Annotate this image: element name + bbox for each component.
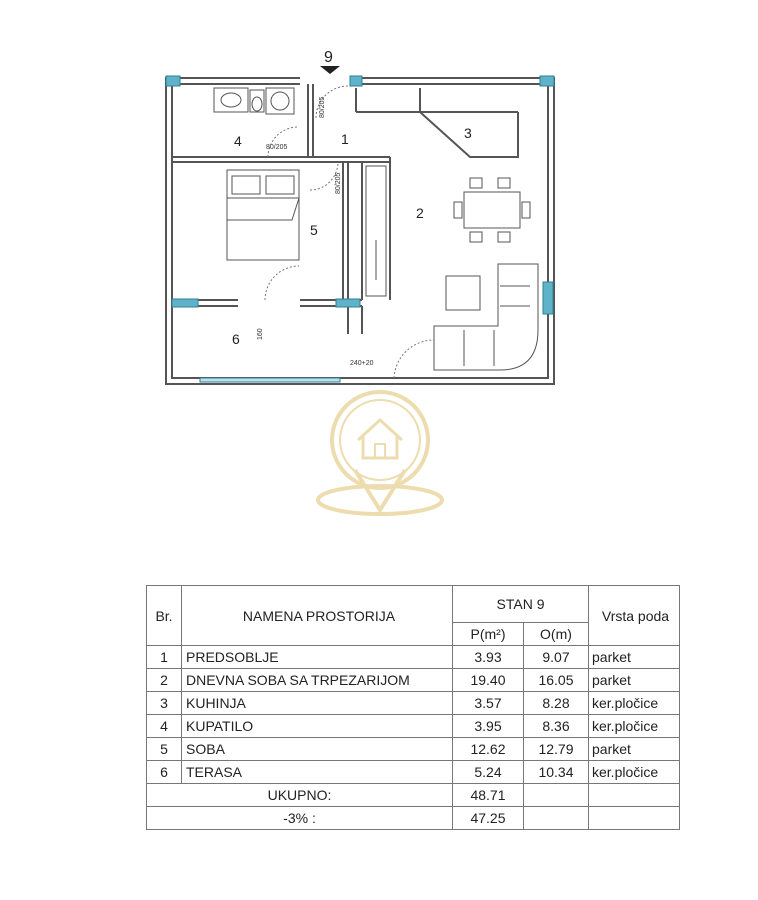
- room-floor: parket: [589, 669, 680, 692]
- room-name: KUHINJA: [182, 692, 453, 715]
- room-number-4: 4: [234, 133, 242, 149]
- room-name: PREDSOBLJE: [182, 646, 453, 669]
- header-perimeter: O(m): [524, 623, 589, 646]
- room-perimeter: 8.28: [524, 692, 589, 715]
- room-area: 3.95: [453, 715, 524, 738]
- unit-entry-marker: [320, 66, 340, 74]
- reduced-row: [147, 807, 680, 830]
- header-unit: STAN 9: [453, 586, 589, 623]
- room-floor: ker.pločice: [589, 692, 680, 715]
- dim-label: 240+20: [350, 360, 374, 367]
- room-area-table: [146, 585, 680, 830]
- room-area: 3.93: [453, 646, 524, 669]
- total-value: 48.71: [453, 784, 524, 807]
- windows: [166, 76, 554, 382]
- table-row: [147, 646, 680, 669]
- room-number-1: 1: [341, 131, 349, 147]
- room-floor: ker.pločice: [589, 761, 680, 784]
- header-room-purpose: NAMENA PROSTORIJA: [182, 586, 453, 646]
- room-number-3: 3: [464, 125, 472, 141]
- row-number: 3: [147, 692, 182, 715]
- room-perimeter: 9.07: [524, 646, 589, 669]
- room-area: 19.40: [453, 669, 524, 692]
- row-number: 2: [147, 669, 182, 692]
- row-number: 6: [147, 761, 182, 784]
- coffee-table: [446, 276, 480, 310]
- dim-label: 80/205: [266, 144, 288, 151]
- dim-label: 80/205: [335, 172, 342, 194]
- header-floor-type: Vrsta poda: [589, 586, 680, 646]
- bathroom-fixtures: [214, 88, 294, 114]
- row-number: 5: [147, 738, 182, 761]
- reduced-value: 47.25: [453, 807, 524, 830]
- header-area: P(m²): [453, 623, 524, 646]
- room-name: TERASA: [182, 761, 453, 784]
- room-floor: parket: [589, 738, 680, 761]
- row-number: 1: [147, 646, 182, 669]
- dim-label: 80/205: [319, 96, 326, 118]
- room-number-2: 2: [416, 205, 424, 221]
- table-row: [147, 715, 680, 738]
- room-name: DNEVNA SOBA SA TRPEZARIJOM: [182, 669, 453, 692]
- doors: [265, 86, 434, 378]
- wardrobe: [366, 166, 386, 296]
- watermark-logo: [318, 392, 442, 514]
- table-row: [147, 692, 680, 715]
- room-perimeter: 12.79: [524, 738, 589, 761]
- room-area: 3.57: [453, 692, 524, 715]
- dining-table: [454, 178, 530, 242]
- room-number-5: 5: [310, 222, 318, 238]
- walls: [166, 78, 554, 384]
- room-perimeter: 16.05: [524, 669, 589, 692]
- table-row: [147, 761, 680, 784]
- room-number-6: 6: [232, 331, 240, 347]
- room-name: KUPATILO: [182, 715, 453, 738]
- room-name: SOBA: [182, 738, 453, 761]
- room-floor: parket: [589, 646, 680, 669]
- room-area: 5.24: [453, 761, 524, 784]
- room-floor: ker.pločice: [589, 715, 680, 738]
- dim-label: 160: [257, 328, 264, 340]
- reduced-label: -3% :: [147, 807, 453, 830]
- row-number: 4: [147, 715, 182, 738]
- room-perimeter: 8.36: [524, 715, 589, 738]
- room-area: 12.62: [453, 738, 524, 761]
- unit-number-label: 9: [324, 49, 333, 66]
- table-row: [147, 738, 680, 761]
- total-row: [147, 784, 680, 807]
- sofa: [434, 264, 538, 370]
- table-row: [147, 669, 680, 692]
- total-label: UKUPNO:: [147, 784, 453, 807]
- header-br: Br.: [147, 586, 182, 646]
- room-perimeter: 10.34: [524, 761, 589, 784]
- bed: [227, 170, 299, 260]
